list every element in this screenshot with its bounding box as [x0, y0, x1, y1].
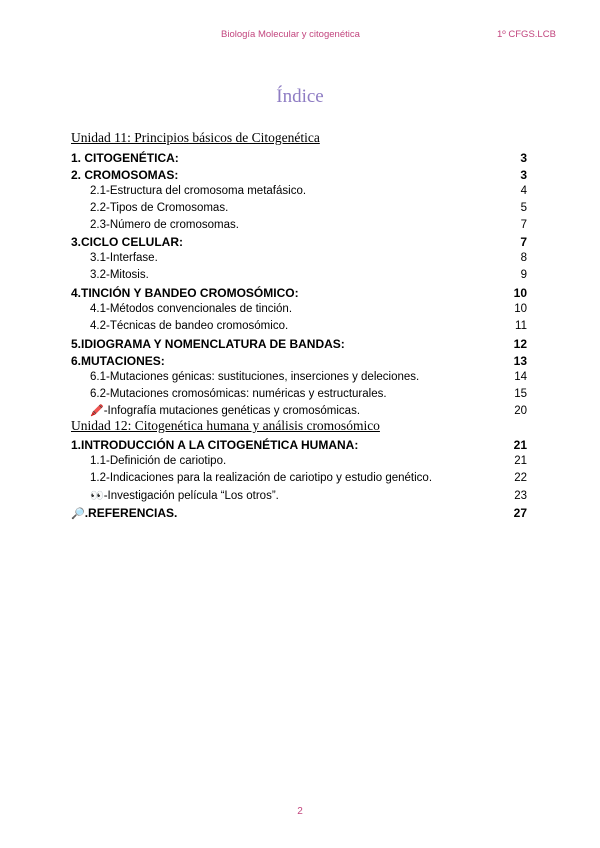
- toc-entry[interactable]: 6.MUTACIONES: 13: [71, 354, 527, 368]
- toc-subentry[interactable]: 3.1-Interfase. 8: [90, 252, 527, 264]
- toc-subentry[interactable]: 2.1-Estructura del cromosoma metafásico. 4: [90, 185, 527, 197]
- toc-subentry[interactable]: 4.1-Métodos convencionales de tinción. 10: [90, 303, 527, 315]
- toc-subentry[interactable]: 1.1-Definición de cariotipo. 21: [90, 455, 527, 467]
- unit-heading: Unidad 12: Citogenética humana y análisis cromosómico: [71, 418, 380, 433]
- toc-subentry[interactable]: 1.2-Indicaciones para la realización de cariotipo y estudio genético. 22: [90, 472, 527, 484]
- toc-entry[interactable]: 1.INTRODUCCIÓN A LA CITOGENÉTICA HUMANA: 21: [71, 438, 527, 452]
- toc-entry[interactable]: 1. CITOGENÉTICA: 3: [71, 151, 527, 165]
- toc-subentry[interactable]: 2.3-Número de cromosomas. 7: [90, 219, 527, 231]
- eyes-icon: 👀: [90, 490, 104, 502]
- toc-entry[interactable]: 5.IDIOGRAMA Y NOMENCLATURA DE BANDAS: 12: [71, 337, 527, 351]
- unit-heading: Unidad 11: Principios básicos de Citogenética: [71, 130, 320, 145]
- page-number: 2: [297, 806, 303, 817]
- toc-subentry[interactable]: 👀-Investigación película “Los otros”. 23: [90, 490, 527, 502]
- header-course: 1º CFGS.LCB: [497, 29, 556, 40]
- toc-entry[interactable]: 3.CICLO CELULAR: 7: [71, 235, 527, 249]
- toc-entry[interactable]: 2. CROMOSOMAS: 3: [71, 168, 527, 182]
- header-subject: Biología Molecular y citogenética: [221, 29, 360, 40]
- page-title: Índice: [276, 86, 324, 107]
- toc-subentry[interactable]: 6.1-Mutaciones génicas: sustituciones, inserciones y deleciones. 14: [90, 371, 527, 383]
- magnifier-icon: 🔎: [71, 508, 85, 520]
- toc-subentry[interactable]: 4.2-Técnicas de bandeo cromosómico. 11: [90, 320, 527, 332]
- toc-entry[interactable]: 4.TINCIÓN Y BANDEO CROMOSÓMICO: 10: [71, 286, 527, 300]
- toc-subentry[interactable]: 🖍️-Infografía mutaciones genéticas y cromosómicas. 20: [90, 405, 527, 417]
- crayon-icon: 🖍️: [90, 405, 104, 417]
- toc-subentry[interactable]: 3.2-Mitosis. 9: [90, 269, 527, 281]
- toc-subentry[interactable]: 2.2-Tipos de Cromosomas. 5: [90, 202, 527, 214]
- toc-entry[interactable]: 🔎.REFERENCIAS. 27: [71, 506, 527, 520]
- toc-subentry[interactable]: 6.2-Mutaciones cromosómicas: numéricas y estructurales. 15: [90, 388, 527, 400]
